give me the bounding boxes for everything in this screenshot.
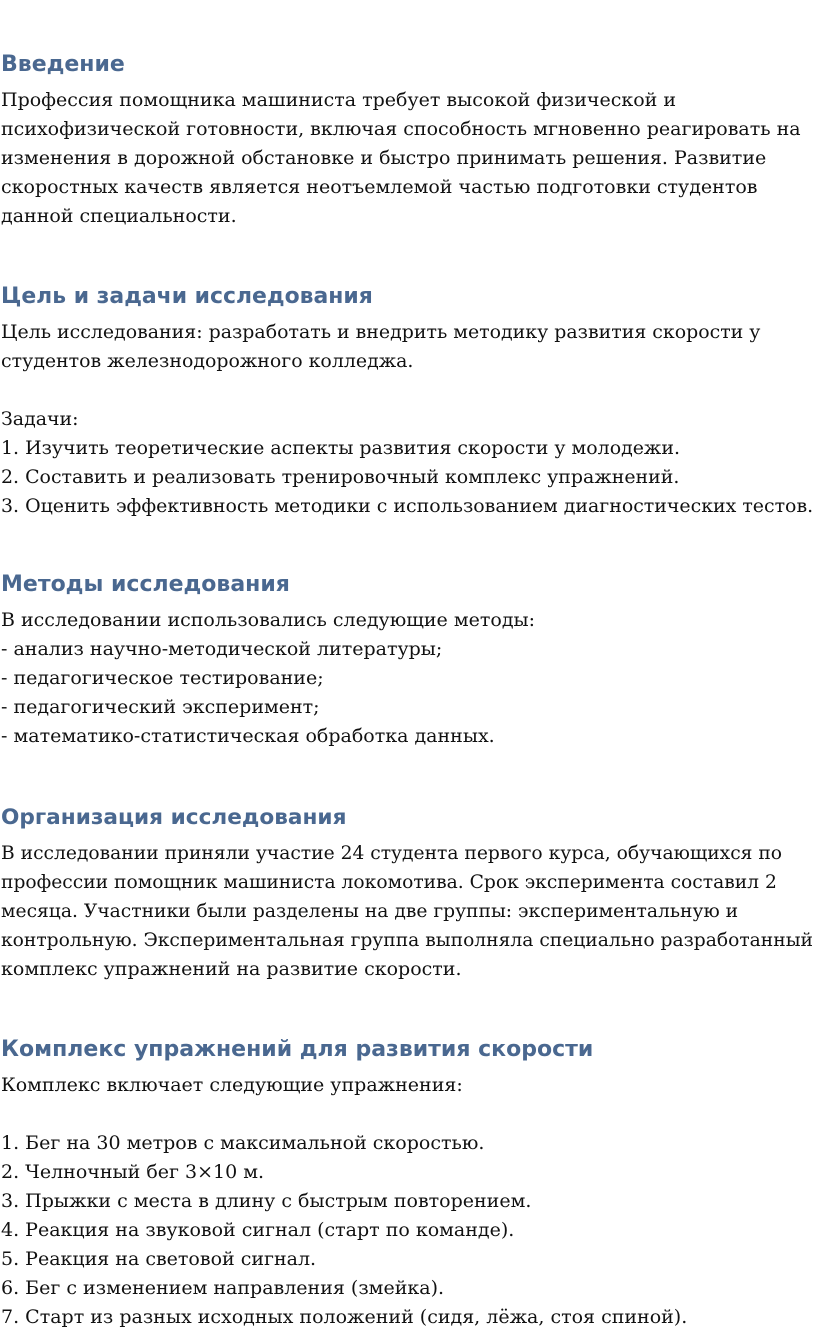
section-methods bbox=[1, 570, 535, 751]
list-item: - анализ научно-методической литературы; bbox=[1, 638, 443, 660]
paragraph-line: месяца. Участники были разделены на две группы: экспериментальную и bbox=[1, 901, 739, 922]
paragraph-line: студентов железнодорожного колледжа. bbox=[1, 350, 414, 372]
section-heading: Комплекс упражнений для развития скорости bbox=[1, 1037, 594, 1062]
list-item: - педагогический эксперимент; bbox=[1, 696, 320, 718]
list-item: 5. Реакция на световой сигнал. bbox=[1, 1248, 317, 1270]
list-item: - педагогическое тестирование; bbox=[1, 667, 324, 689]
list-item: - математико-статистическая обработка данных. bbox=[1, 725, 495, 747]
paragraph-line: Профессия помощника машиниста требует высокой физической и bbox=[1, 89, 677, 111]
section-goal-and-tasks bbox=[1, 282, 813, 521]
blank-line bbox=[1, 376, 813, 405]
section-heading: Методы исследования bbox=[1, 572, 290, 597]
paragraph-line: изменения в дорожной обстановке и быстро принимать решения. Развитие bbox=[1, 147, 767, 169]
section-heading: Цель и задачи исследования bbox=[1, 284, 373, 309]
paragraph-line: контрольную. Экспериментальная группа выполняла специально разработанный bbox=[1, 930, 813, 951]
paragraph-line: скоростных качеств является неотъемлемой частью подготовки студентов bbox=[1, 176, 758, 198]
section-introduction bbox=[1, 50, 801, 231]
list-item: 6. Бег с изменением направления (змейка). bbox=[1, 1277, 445, 1299]
section-heading: Организация исследования bbox=[1, 805, 347, 830]
list-intro: Комплекс включает следующие упражнения: bbox=[1, 1074, 463, 1096]
list-item: 1. Бег на 30 метров с максимальной скоростью. bbox=[1, 1132, 485, 1154]
paragraph-line: комплекс упражнений на развитие скорости. bbox=[1, 958, 462, 980]
list-item: 2. Составить и реализовать тренировочный комплекс упражнений. bbox=[1, 466, 680, 488]
section-heading: Введение bbox=[1, 52, 125, 77]
paragraph-line: Цель исследования: разработать и внедрить методику развития скорости у bbox=[1, 321, 761, 343]
paragraph-line: профессии помощник машиниста локомотива. Срок эксперимента составил 2 bbox=[1, 872, 777, 893]
list-item: 3. Прыжки с места в длину с быстрым повторением. bbox=[1, 1190, 532, 1212]
list-item: 4. Реакция на звуковой сигнал (старт по команде). bbox=[1, 1219, 515, 1241]
list-item: 7. Старт из разных исходных положений (сидя, лёжа, стоя спиной). bbox=[1, 1306, 688, 1328]
list-item: 1. Изучить теоретические аспекты развития скорости у молодежи. bbox=[1, 437, 680, 459]
paragraph-line: В исследовании приняли участие 24 студента первого курса, обучающихся по bbox=[1, 843, 783, 864]
paragraph-line: психофизической готовности, включая способность мгновенно реагировать на bbox=[1, 118, 801, 140]
tasks-label: Задачи: bbox=[1, 408, 79, 430]
blank-line bbox=[1, 1100, 687, 1129]
list-item: 2. Челночный бег 3×10 м. bbox=[1, 1161, 265, 1183]
section-organization bbox=[1, 803, 813, 984]
section-exercise-complex bbox=[1, 1035, 687, 1332]
paragraph-line: данной специальности. bbox=[1, 205, 237, 227]
list-intro: В исследовании использовались следующие методы: bbox=[1, 609, 536, 631]
list-item: 3. Оценить эффективность методики с использованием диагностических тестов. bbox=[1, 495, 814, 517]
